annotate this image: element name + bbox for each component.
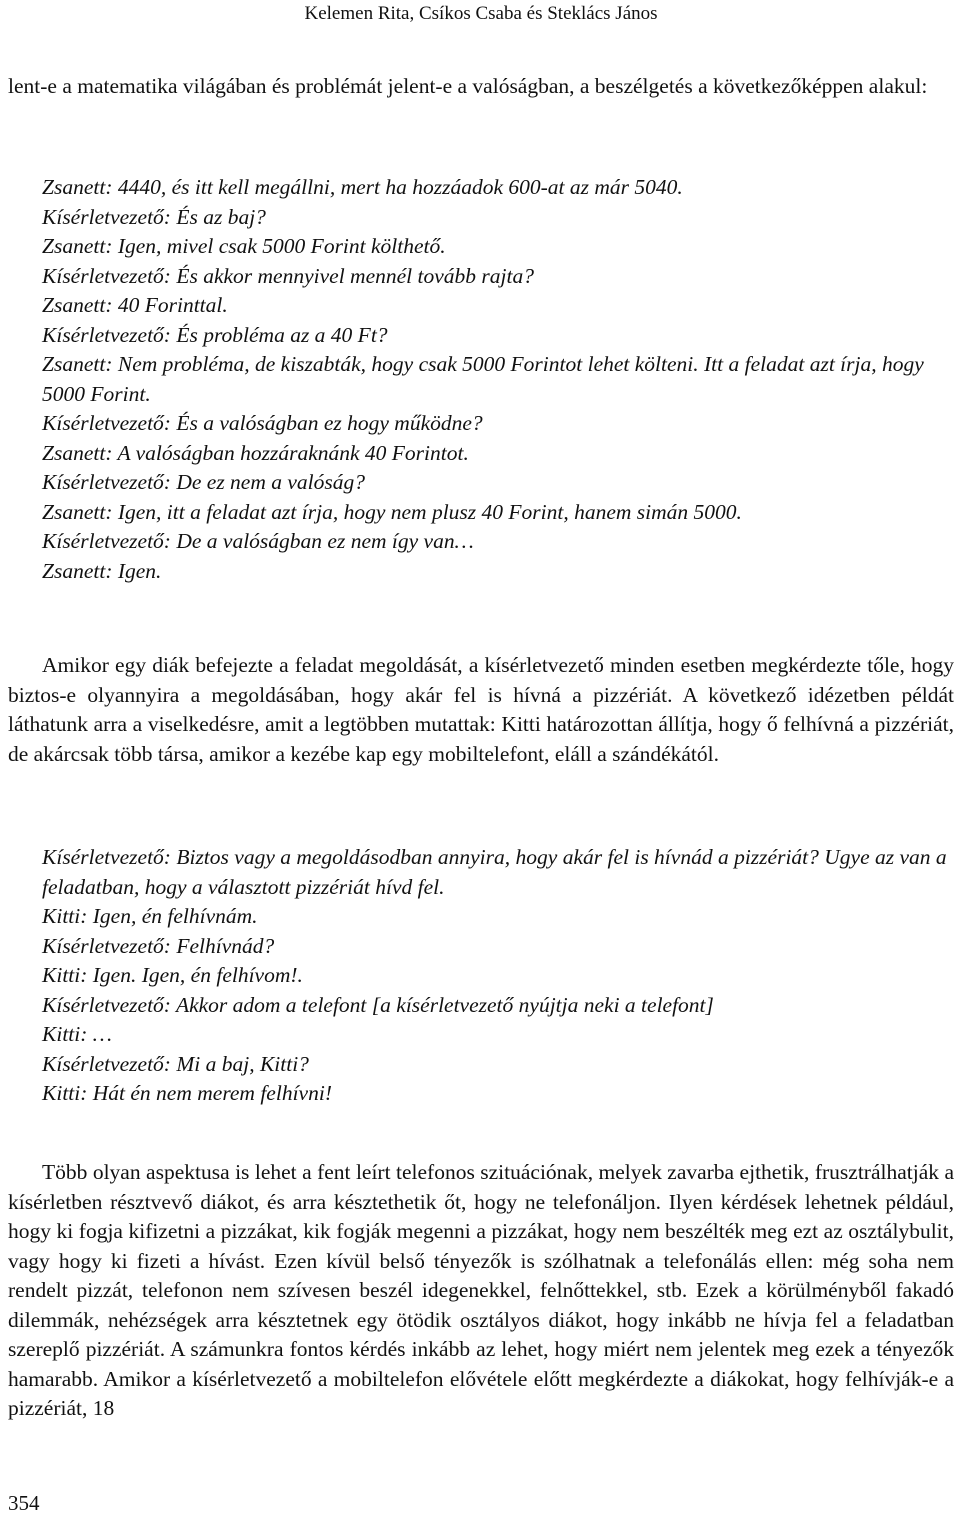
- dialogue-line: Kísérletvezető: És akkor mennyivel mennél tovább rajta?: [42, 263, 534, 288]
- body-paragraph-3: Több olyan aspektusa is lehet a fent leírt telefonos szituációnak, melyek zavarba ejthetik, frusztrálhatják a kísérletben résztvevő diákot, és arra késztethetik őt, hogy ne telefonáljon. Ilyen kérdések lehetnek például, hogy ki fogja kifizetni a pizzákat, kik fogják megenni a pizzákat, hogy nem beszélték meg ezt az osztálybulit, vagy hogy ki fizeti a hívást. Ezen kívül belső tényezők is szólhatnak a telefonálás ellen: még soha nem rendelt pizzát, telefonon nem szívesen beszél idegenekkel, felnőttekkel, stb. Ezek a körülményből fakadó dilemmák, nehézségek arra késztetnek egy ötödik osztályos diákot, hogy inkább ne hívja fel a feladatban szereplő pizzériát. A számunkra fontos kérdés inkább az lehet, hogy miért nem jelentek meg ezek a tényezők hamarabb. Amikor a kísérletvezető a mobiltelefon elővétele előtt megkérdezte a diákokat, hogy felhívják-e a pizzériát, 18: [8, 1160, 954, 1420]
- running-header: Kelemen Rita, Csíkos Csaba és Steklács János: [304, 3, 658, 24]
- dialogue-line: Kísérletvezető: Felhívnád?: [42, 933, 275, 958]
- intro-paragraph: lent-e a matematika világában és problémát jelent-e a valóságban, a beszélgetés a következőképpen alakul:: [8, 74, 928, 98]
- dialogue-line: Kísérletvezető: Akkor adom a telefont [a kísérletvezető nyújtja neki a telefont]: [42, 992, 714, 1017]
- dialogue-line: Zsanett: Igen.: [42, 558, 162, 583]
- dialogue-line: Kísérletvezető: Biztos vagy a megoldásodban annyira, hogy akár fel is hívnád a pizzériát? Ugye az van a feladatban, hogy a választott pizzériát hívd fel.: [42, 845, 947, 899]
- page-number: 354: [8, 1491, 40, 1515]
- dialogue-line: Kitti: Igen. Igen, én felhívom!.: [42, 963, 303, 987]
- dialogue-line: Kitti: Hát én nem merem felhívni!: [42, 1081, 332, 1105]
- dialogue-line: Zsanett: 40 Forinttal.: [42, 293, 228, 317]
- dialogue-line: Zsanett: 4440, és itt kell megállni, mert ha hozzáadok 600-at az már 5040.: [42, 175, 683, 199]
- dialogue-line: Kísérletvezető: De ez nem a valóság?: [42, 470, 366, 494]
- dialogue-line: Kísérletvezető: És probléma az a 40 Ft?: [42, 322, 388, 347]
- dialogue-line: Kísérletvezető: És az baj?: [42, 204, 266, 229]
- dialogue-line: Zsanett: Igen, mivel csak 5000 Forint költhető.: [42, 234, 446, 258]
- dialogue-line: Zsanett: A valóságban hozzáraknánk 40 Forintot.: [42, 440, 469, 465]
- dialogue-line: Kísérletvezető: És a valóságban ez hogy működne?: [42, 411, 483, 435]
- body-paragraph-2: Amikor egy diák befejezte a feladat megoldását, a kísérletvezető minden esetben megkérdezte tőle, hogy biztos-e olyannyira a megoldásában, hogy akár fel is hívná a pizzériát. A következő idézetben példát láthatunk arra a viselkedésre, amit a legtöbben mutattak: Kitti határozottan állítja, hogy ő felhívná a pizzériát, de akárcsak több társa, amikor a kezébe kap egy mobiltelefont, eláll a szándékától.: [8, 653, 954, 766]
- dialogue-line: Zsanett: Igen, itt a feladat azt írja, hogy nem plusz 40 Forint, hanem simán 5000.: [42, 499, 742, 524]
- dialogue-line: Kitti: …: [42, 1022, 112, 1046]
- dialogue-line: Kísérletvezető: De a valóságban ez nem így van…: [42, 529, 474, 553]
- dialogue-line: Kísérletvezető: Mi a baj, Kitti?: [42, 1051, 309, 1076]
- dialogue-block-1: [42, 173, 954, 586]
- dialogue-line: Zsanett: Nem probléma, de kiszabták, hogy csak 5000 Forintot lehet költeni. Itt a feladat azt írja, hogy 5000 Forint.: [42, 352, 924, 406]
- document-page: [8, 0, 954, 1517]
- dialogue-block-2: [42, 843, 954, 1109]
- dialogue-line: Kitti: Igen, én felhívnám.: [42, 904, 258, 928]
